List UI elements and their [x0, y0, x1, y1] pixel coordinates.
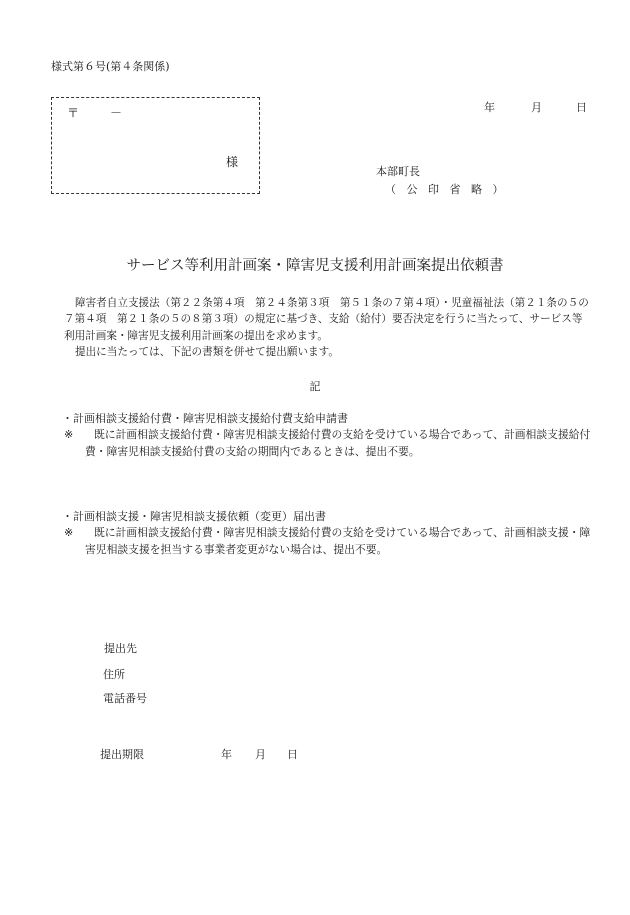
issue-date-year: 年 — [484, 101, 495, 114]
form-number: 様式第６号(第４条関係) — [51, 60, 170, 73]
postal-code-dash: － — [110, 106, 123, 120]
recipient-honorific: 様 — [226, 155, 239, 169]
body-paragraph-1: 障害者自立支援法（第２２条第４項 第２４条第３項 第５１条の７第４項）・児童福祉法（第２１条の５の７第４項 第２１条の５の８第３項）の規定に基づき、支給（給付）要否決定を行うに当たって、サービス等利用計画案・障害児支援利用計画案の提出を求めます。 — [64, 297, 589, 342]
issue-date-day: 日 — [576, 101, 587, 114]
postal-mark: 〒 — [67, 106, 80, 120]
document-title: サービス等利用計画案・障害児支援利用計画案提出依頼書 — [126, 258, 504, 274]
issue-date-month: 月 — [531, 101, 542, 114]
required-document-1: ・計画相談支援給付費・障害児相談支援給付費支給申請書 — [62, 412, 348, 425]
phone-label: 電話番号 — [103, 692, 147, 705]
ki-heading: 記 — [309, 380, 321, 393]
deadline-day: 日 — [287, 748, 298, 761]
required-document-1-note — [64, 426, 592, 460]
required-document-2-note — [64, 524, 592, 558]
destination-label: 提出先 — [104, 642, 137, 655]
body-paragraph-2: 提出に当たっては、下記の書類を併せて提出願います。 — [75, 346, 339, 358]
issuer-name: 本部町長 — [376, 165, 420, 178]
deadline-year: 年 — [221, 748, 232, 761]
note-text: 既に計画相談支援給付費・障害児相談支援給付費の支給を受けている場合であって、計画相談支援・障害児相談支援を担当する事業者変更がない場合は、提出不要。 — [85, 526, 591, 556]
note-mark: ※ — [64, 526, 74, 539]
recipient-address-box — [51, 97, 260, 194]
deadline-label: 提出期限 — [100, 748, 144, 761]
seal-omitted-note: （ 公 印 省 略 ） — [385, 183, 504, 196]
note-mark: ※ — [64, 428, 74, 441]
note-text: 既に計画相談支援給付費・障害児相談支援給付費の支給を受けている場合であって、計画相談支援給付費・障害児相談支援給付費の支給の期間内であるときは、提出不要。 — [85, 428, 591, 458]
required-document-2: ・計画相談支援・障害児相談支援依頼（変更）届出書 — [62, 510, 326, 523]
deadline-month: 月 — [255, 748, 266, 761]
address-label: 住所 — [103, 668, 125, 681]
